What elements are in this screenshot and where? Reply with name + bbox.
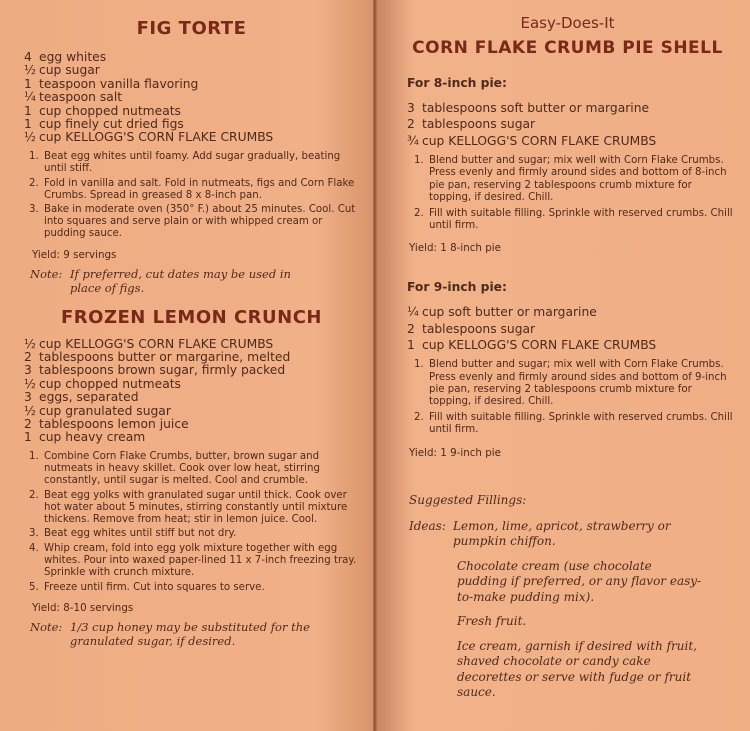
pie-shell-title: CORN FLAKE CRUMB PIE SHELL (412, 38, 723, 58)
fig-torte-steps (24, 151, 359, 241)
step: 1. Combine Corn Flake Crumbs, butter, brown sugar and nutmeats in heavy skillet. Cook over low heat, stirring constantly, until sugar is melted. Cool and crumble. (42, 451, 359, 487)
nine-inch-steps (409, 359, 734, 436)
ingredient-line: ¼ teaspoon salt (24, 90, 123, 105)
step: 2. Fill with suitable filling. Sprinkle with reserved crumbs. Chill until firm. (427, 412, 734, 437)
step: 5. Freeze until firm. Cut into squares to serve. (42, 582, 359, 594)
idea-item: Lemon, lime, apricot, strawberry or pumpkin chiffon. (453, 518, 671, 549)
ingredient-line: 1 cup finely cut dried figs (24, 117, 184, 132)
ingredient-line: ½ cup KELLOGG'S CORN FLAKE CRUMBS (24, 336, 274, 351)
step: 1. Beat egg whites until foamy. Add sugar gradually, beating until stiff. (42, 151, 359, 175)
fillings-ideas (409, 519, 734, 710)
note-label: Note: (30, 266, 63, 281)
step: 3. Bake in moderate oven (350° F.) about 25 minutes. Cool. Cut into squares and serve plain or with whipped cream or pudding sauce. (42, 204, 359, 240)
ingredient-line: ½ cup granulated sugar (24, 403, 171, 418)
left-page (0, 0, 373, 731)
eight-inch-ingredients (407, 100, 734, 149)
ingredient-line: 1 cup heavy cream (24, 430, 146, 445)
step: 2. Fold in vanilla and salt. Fold in nutmeats, figs and Corn Flake Crumbs. Spread in greased 8 x 8-inch pan. (42, 178, 359, 202)
step: 4. Whip cream, fold into egg yolk mixture together with egg whites. Pour into waxed paper-lined 11 x 7-inch freezing tray. Sprinkle with crunch mixture. (42, 543, 359, 579)
lemon-crunch-yield: Yield: 8-10 servings (32, 601, 134, 614)
ingredient-line: ½ cup sugar (24, 63, 100, 78)
nine-inch-yield: Yield: 1 9-inch pie (409, 446, 501, 459)
fig-torte-title: FIG TORTE (136, 18, 247, 39)
eight-inch-steps (409, 155, 734, 232)
suggested-fillings-heading: Suggested Fillings: (409, 492, 527, 507)
ingredient-line: 2 tablespoons sugar (407, 321, 536, 336)
idea-item: Chocolate cream (use chocolate pudding if preferred, or any flavor easy-to-make pudding mix). (457, 558, 702, 604)
ingredient-line: ¾ cup KELLOGG'S CORN FLAKE CRUMBS (407, 133, 657, 148)
ideas-label: Ideas: (409, 518, 446, 533)
lemon-crunch-note (30, 620, 359, 648)
ingredient-line: 3 tablespoons brown sugar, firmly packed (24, 363, 286, 378)
lemon-crunch-ingredients (24, 338, 359, 445)
ingredient-line: 1 cup chopped nutmeats (24, 103, 181, 118)
step: 2. Beat egg yolks with granulated sugar until thick. Cook over hot water about 5 minutes, stirring constantly until mixture thickens. Remove from heat; stir in lemon juice. Cool. (42, 490, 359, 526)
lemon-crunch-steps (24, 451, 359, 594)
step: 1. Blend butter and sugar; mix well with Corn Flake Crumbs. Press evenly and firmly around sides and bottom of 9-inch pie pan, reserving 2 tablespoons crumb mixture for topping, if desired. Chill. (427, 359, 734, 409)
nine-inch-heading: For 9-inch pie: (407, 280, 507, 295)
right-page (377, 0, 750, 731)
note-text: If preferred, cut dates may be used in place of figs. (70, 266, 291, 295)
eight-inch-yield: Yield: 1 8-inch pie (409, 242, 501, 255)
ingredient-line: 2 tablespoons butter or margarine, melted (24, 349, 291, 364)
nine-inch-ingredients (407, 304, 734, 353)
step: 3. Beat egg whites until stiff but not dry. (42, 528, 359, 540)
eight-inch-heading: For 8-inch pie: (407, 76, 507, 90)
fig-torte-ingredients (24, 51, 359, 145)
ingredient-line: ½ cup chopped nutmeats (24, 376, 181, 391)
pie-shell-subtitle: Easy-Does-It (520, 14, 615, 32)
ingredient-line: 2 tablespoons sugar (407, 117, 536, 132)
idea-item: Ice cream, garnish if desired with fruit, shaved chocolate or candy cake decorettes or serve with fudge or fruit sauce. (457, 638, 697, 700)
step: 1. Blend butter and sugar; mix well with Corn Flake Crumbs. Press evenly and firmly around sides and bottom of 8-inch pie pan, reserving 2 tablespoons crumb mixture for topping, if desired. Chill. (427, 155, 734, 205)
ingredient-line: ¼ cup soft butter or margarine (407, 305, 597, 320)
step: 2. Fill with suitable filling. Sprinkle with reserved crumbs. Chill until firm. (427, 208, 734, 233)
idea-item: Fresh fruit. (457, 614, 527, 629)
frozen-lemon-crunch-title: FROZEN LEMON CRUNCH (61, 306, 322, 328)
ideas-list (453, 519, 703, 710)
ingredient-line: 1 cup KELLOGG'S CORN FLAKE CRUMBS (407, 337, 657, 352)
ingredient-line: 2 tablespoons lemon juice (24, 416, 189, 431)
fig-torte-yield: Yield: 9 servings (32, 248, 117, 261)
note-label: Note: (30, 619, 63, 634)
ingredient-line: 4 egg whites (24, 50, 107, 64)
ingredient-line: 3 tablespoons soft butter or margarine (407, 101, 650, 115)
ingredient-line: ½ cup KELLOGG'S CORN FLAKE CRUMBS (24, 130, 274, 145)
note-text: 1/3 cup honey may be substituted for the granulated sugar, if desired. (70, 619, 310, 648)
fig-torte-note (30, 267, 359, 295)
ingredient-line: 3 eggs, separated (24, 390, 139, 405)
ingredient-line: 1 teaspoon vanilla flavoring (24, 76, 199, 91)
